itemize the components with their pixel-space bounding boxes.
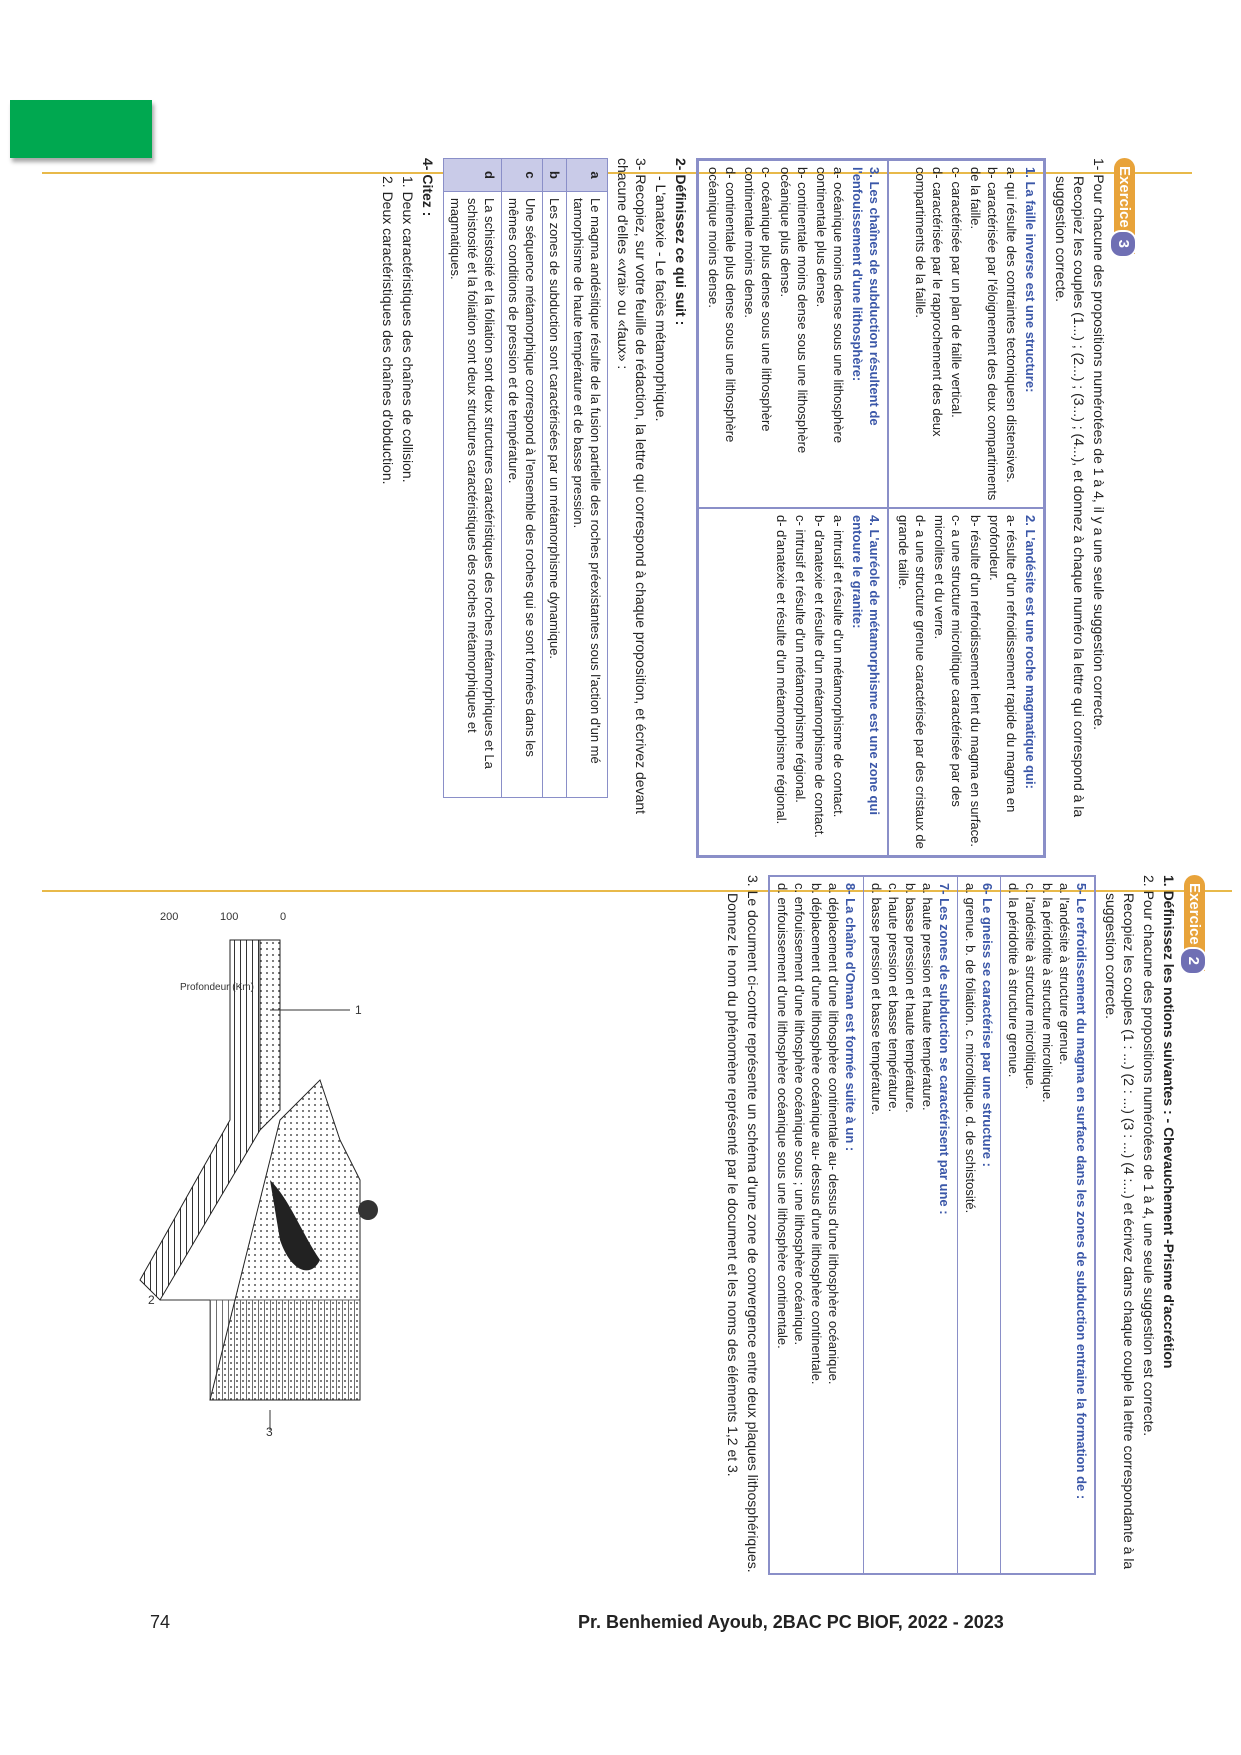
- ex3-q4-item-2: 2. Deux caractéristiques des chaînes d'obduction.: [380, 176, 396, 485]
- section-item: a. haute pression et haute température.: [920, 883, 935, 1111]
- tick-0: 0: [280, 911, 287, 923]
- grid-item: a- qui résulte des contraintes tectoniquesn distensives.: [1004, 167, 1019, 483]
- grid-item: b- caractérisée par l'éloignement des deux compartiments de la faille.: [968, 167, 1000, 501]
- grid-head-2: 2. L'andésite est une roche magmatique qui:: [1023, 515, 1038, 789]
- true-false-table: [443, 158, 608, 798]
- ex2-q3b: Donnez le nom du phénomène représenté par le document et les noms des éléments 1,2 et 3.: [725, 893, 741, 1477]
- section-item: d. la péridotite à structure grenue.: [1006, 883, 1021, 1078]
- ex2-q2: 2. Pour chacune des propositions numérotées de 1 à 4, une seule suggestion est correcte.: [1141, 875, 1157, 1437]
- exercise-2-title: Exercice: [1186, 883, 1203, 945]
- section-item: c. haute pression et basse température.: [886, 883, 901, 1113]
- exercise-3-number: 3: [1109, 230, 1137, 258]
- exercise-3-title: Exercice: [1116, 166, 1133, 228]
- grid-cell-4: [698, 508, 888, 856]
- ex3-q4-title: 4- Citez :: [420, 158, 436, 217]
- section-item: a. l'andésite à structure grenue.: [1057, 883, 1072, 1065]
- ex2-section-8: [770, 877, 863, 1573]
- section-item: c. enfouissement d'une lithosphère océanique sous ; une lithosphère océanique.: [792, 883, 807, 1346]
- ex2-section-7: [863, 877, 957, 1573]
- ex3-q3-intro: 3- Recopiez, sur votre feuille de rédaction, la lettre qui correspond à chaque proposition, et écrivez devant chacune d'elles «vrai» ou «faux» :: [615, 158, 649, 815]
- row-key: a: [567, 159, 608, 192]
- section-item: d. enfouissement d'une lithosphère océanique sous une lithosphère continentale.: [775, 883, 790, 1349]
- grid-item: c- caractérisée par un plan de faille vertical.: [949, 167, 964, 418]
- grid-cell-1: [888, 160, 1044, 508]
- grid-item: b- résulte d'un refroidissement lent du magma en surface.: [968, 515, 983, 847]
- ex2-section-5: [1000, 877, 1094, 1573]
- grid-item: a- océanique moins dense sous une lithosphère continentale plus dense.: [814, 167, 846, 444]
- grid-item: a- résulte d'un refroidissement rapide du magma en profondeur.: [987, 515, 1019, 813]
- continental-lithosphere: [210, 1300, 360, 1400]
- section-item: b. la péridotite à structure microlitique.: [1040, 883, 1055, 1103]
- ex3-q2-title: 2- Définissez ce qui suit :: [673, 158, 689, 326]
- green-tab: [10, 100, 152, 158]
- grid-item: c- océanique plus dense sous une lithosphère continentale moins dense.: [742, 167, 774, 432]
- label-3: 3: [266, 1425, 273, 1439]
- section-item: a. grenue. b. de foliation. c. microlitique. d. de schistosité.: [963, 883, 978, 1214]
- label-1: 1: [355, 1003, 362, 1017]
- ex3-question-grid: [696, 158, 1046, 858]
- grid-item: c- a une structure microlitique caractérisée par des microlites et du verre.: [932, 515, 964, 807]
- row-text: Les zones de subduction sont caractérisées par un métamorphisme dynamique.: [543, 192, 567, 798]
- grid-cell-2: [888, 508, 1044, 856]
- tick-200: 200: [160, 911, 179, 923]
- section-head: 6- Le gneiss se caractérise par une structure :: [980, 883, 995, 1167]
- subduction-diagram: [120, 880, 400, 1440]
- ex3-q1-intro: 1- Pour chacune des propositions numérotées de 1 à 4, il y a une seule suggestion correcte.: [1091, 158, 1107, 731]
- grid-item: d- a une structure grenue caractérisée par des cristaux de grande taille.: [896, 515, 928, 849]
- table-row: [444, 159, 502, 798]
- table-row: [543, 159, 567, 798]
- grid-item: a- intrusif et résulte d'un métamorphisme de contact.: [831, 515, 846, 818]
- grid-head-1: 1. La faille inverse est une structure:: [1023, 167, 1038, 393]
- exercise-3-badge: [1114, 158, 1135, 254]
- grid-head-3: 3. Les chaînes de subduction résultent de l'enfouissement d'une lithosphère:: [850, 167, 882, 426]
- oceanic-crust: [260, 940, 280, 1130]
- section-head: 8- La chaîne d'Oman est formée suite à un :: [843, 883, 858, 1152]
- row-key: d: [444, 159, 502, 192]
- exercise-2-badge: [1184, 875, 1205, 971]
- ex2-question-box: [768, 875, 1096, 1575]
- row-key: b: [543, 159, 567, 192]
- label-2: 2: [148, 1293, 155, 1307]
- table-row: [567, 159, 608, 798]
- section-item: c. l'andésite à structure microlitique.: [1023, 883, 1038, 1090]
- grid-item: d- continentale plus dense sous une lithosphère océanique moins dense.: [706, 167, 738, 443]
- grid-item: d- d'anatexie et résulte d'un métamorphisme régional.: [774, 515, 789, 825]
- section-head: 5- Le refroidissement du magma en surface dans les zones de subduction entraine la formation de :: [1074, 883, 1089, 1500]
- row-text: Le magma andésitique résulte de la fusion partielle des roches préexistantes sous l'action d'un mé tamorphisme de haute température et de basse pression.: [567, 192, 608, 798]
- tick-100: 100: [220, 911, 239, 923]
- section-item: d. basse pression et basse température.: [869, 883, 884, 1115]
- axis-label: Profondeur (Km): [180, 982, 254, 993]
- section-head: 7- Les zones de subduction se caractérisent par une :: [937, 883, 952, 1215]
- row-text: Une séquence métamorphique correspond à l'ensemble des roches qui se sont formées dans les mêmes conditions de pression et de température.: [502, 192, 543, 798]
- ex2-q2b: Recopiez les couples (1 : ...) (2 : ...) (3 : ...) (4 :...) et écrivez dans chaque couple la lettre correspondante à la suggestion correcte.: [1103, 893, 1137, 1570]
- footer-author: Pr. Benhemied Ayoub, 2BAC PC BIOF, 2022 - 2023: [578, 1612, 1004, 1632]
- grid-item: b- continentale moins dense sous une lithosphère océanique plus dense.: [778, 167, 810, 454]
- grid-item: c- intrusif et résulte d'un métamorphisme régional.: [793, 515, 808, 803]
- ex3-q4-item-1: 1. Deux caractéristiques des chaînes de collision.: [400, 176, 416, 483]
- exercise-2: [722, 875, 1205, 1575]
- section-item: b. basse pression et haute température.: [903, 883, 918, 1113]
- page-number: 74: [150, 1612, 171, 1632]
- exercise-2-number: 2: [1179, 947, 1207, 975]
- table-row: [502, 159, 543, 798]
- exercise-3: [377, 158, 1135, 858]
- ex2-q1: 1. Définissez les notions suivantes : - Chevauchement -Prisme d'accrétion: [1161, 875, 1177, 1369]
- grid-cell-3: [698, 160, 888, 508]
- volcano-icon: [358, 1200, 378, 1220]
- ex3-q2-text: - L'anatexie - Le faciès métamorphique.: [653, 176, 669, 422]
- oceanic-lithosphere: [140, 940, 260, 1300]
- section-item: a. déplacement d'une lithosphère continentale au- dessus d'une lithosphère océanique.: [826, 883, 841, 1385]
- grid-item: b- d'anatexie et résulte d'un métamorphisme de contact.: [812, 515, 827, 838]
- grid-head-4: 4. L'auréole de métamorphisme est une zone qui entoure le granite:: [850, 515, 882, 815]
- ex3-q1-intro2: Recopiez les couples (1...) ; (2...) ; (3...) ; (4...), et donnez à chaque numéro la lettre qui correspond à la suggestion correcte.: [1053, 176, 1087, 818]
- ex2-q3: 3. Le document ci-contre représente un schéma d'une zone de convergence entre deux plaques lithosphériques.: [745, 875, 761, 1573]
- section-item: b. déplacement d'une lithosphère océanique au- dessus d'une lithosphère continentale.: [809, 883, 824, 1385]
- ex2-section-6: [957, 877, 1000, 1573]
- row-key: c: [502, 159, 543, 192]
- row-text: La schistosité et la foliation sont deux structures caractéristiques des roches métamorphiques et La schistosité et la foliation sont deux structures caractéristiques des roches métamorphiques et magmatiques.: [444, 192, 502, 798]
- grid-item: d- caractérisée par le rapprochement des deux compartiments de la faille.: [913, 167, 945, 437]
